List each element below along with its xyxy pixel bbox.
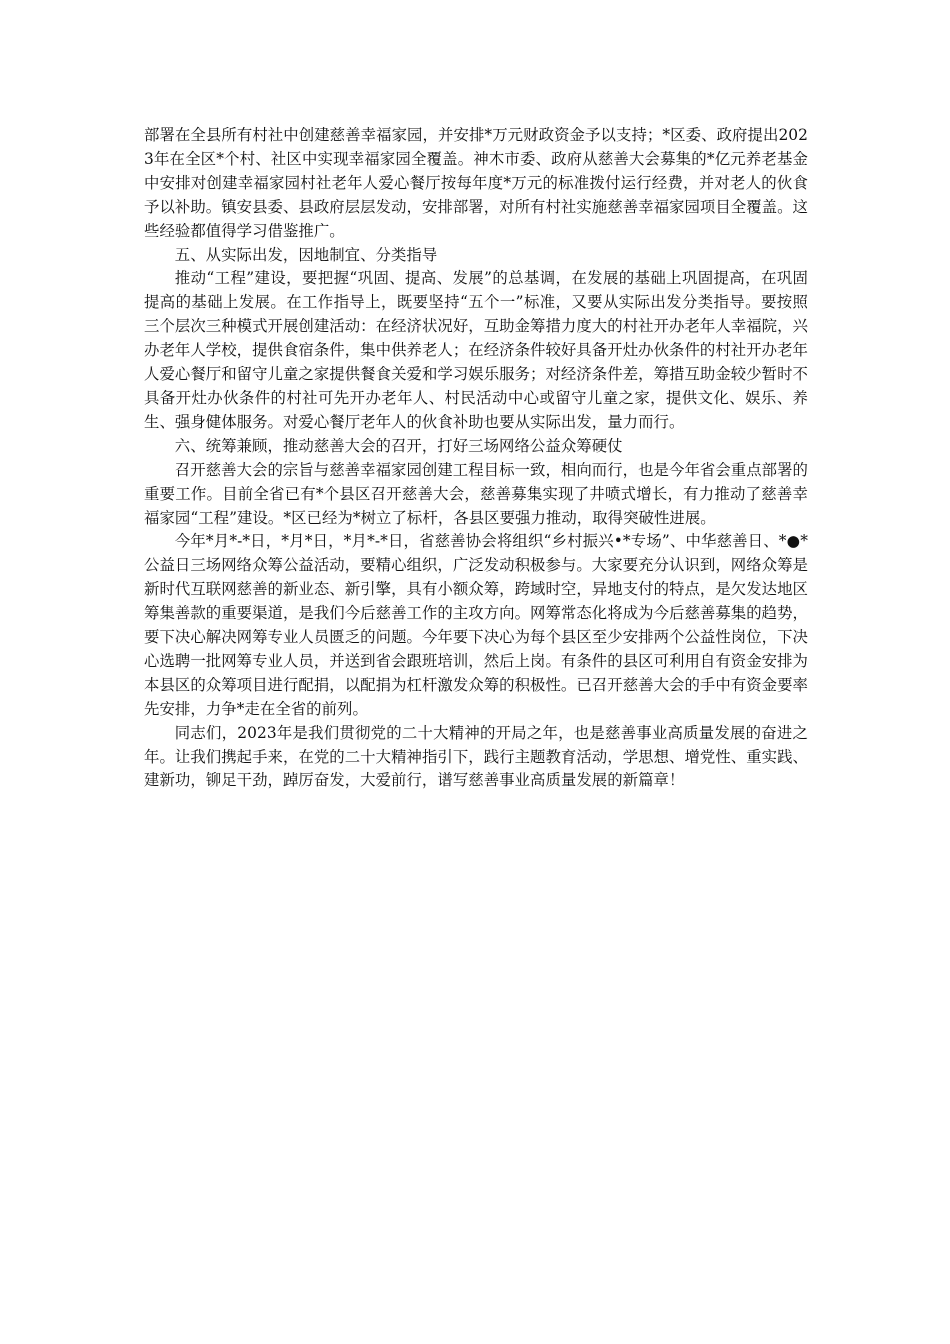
section-heading-5: 五、从实际出发，因地制宜、分类指导: [174, 245, 438, 264]
body-paragraph: 今年*月*-*日，*月*日，*月*-*日，省慈善协会将组织“乡村振兴•*专场”、中华慈善日、*●*公益日三场网络众筹公益活动，要精心组织，广泛发动积极参与。大家要充分认识到，网络众筹是新时代互联网慈善的新业态、新引擎，具有小额众筹，跨域时空，异地支付的特点，是欠发达地区筹集善款的重要渠道，是我们今后慈善工作的主攻方向。网筹常态化将成为今后慈善募集的趋势，要下决心解决网筹专业人员匮乏的问题。今年要下决心为每个县区至少安排两个公益性岗位，下决心选聘一批网筹专业人员，并送到省会跟班培训，然后上岗。有条件的县区可利用自有资金安排为本县区的众筹项目进行配捐，以配捐为杠杆激发众筹的积极性。已召开慈善大会的手中有资金要率先安排，力争*走在全省的前列。: [144, 532, 808, 718]
body-paragraph: 推动“工程”建设，要把握“巩固、提高、发展”的总基调，在发展的基础上巩固提高，在巩固提高的基础上发展。在工作指导上，既要坚持“五个一”标准，又要从实际出发分类指导。要按照三个层次三种模式开展创建活动：在经济状况好，互助金筹措力度大的村社开办老年人幸福院，兴办老年人学校，提供食宿条件，集中供养老人；在经济条件较好具备开灶办伙条件的村社开办老年人爱心餐厅和留守儿童之家提供餐食关爱和学习娱乐服务；对经济条件差，筹措互助金较少暂时不具备开灶办伙条件的村社可先开办老年人、村民活动中心或留守儿童之家，提供文化、娱乐、养生、强身健体服务。对爱心餐厅老年人的伙食补助也要从实际出发，量力而行。: [144, 269, 808, 431]
section-heading-6: 六、统筹兼顾，推动慈善大会的召开，打好三场网络公益众筹硬仗: [174, 436, 623, 455]
body-paragraph-continued: 部署在全县所有村社中创建慈善幸福家园，并安排*万元财政资金予以支持；*区委、政府提出2023年在全区*个村、社区中实现幸福家园全覆盖。神木市委、政府从慈善大会募集的*亿元养老基金中安排对创建幸福家园村社老年人爱心餐厅按每年度*万元的标准拨付运行经费，并对老人的伙食予以补助。镇安县委、县政府层层发动，安排部署，对所有村社实施慈善幸福家园项目全覆盖。这些经验都值得学习借鉴推广。: [144, 126, 808, 240]
document-page: [144, 124, 808, 793]
body-paragraph: 召开慈善大会的宗旨与慈善幸福家园创建工程目标一致，相向而行，也是今年省会重点部署的重要工作。目前全省已有*个县区召开慈善大会，慈善募集实现了井喷式增长，有力推动了慈善幸福家园“工程”建设。*区已经为*树立了标杆，各县区要强力推动，取得突破性进展。: [144, 460, 808, 527]
closing-paragraph: 同志们，2023年是我们贯彻党的二十大精神的开局之年，也是慈善事业高质量发展的奋进之年。让我们携起手来，在党的二十大精神指引下，践行主题教育活动，学思想、增党性、重实践、建新功，铆足干劲，踔厉奋发，大爱前行，谱写慈善事业高质量发展的新篇章！: [144, 723, 808, 790]
